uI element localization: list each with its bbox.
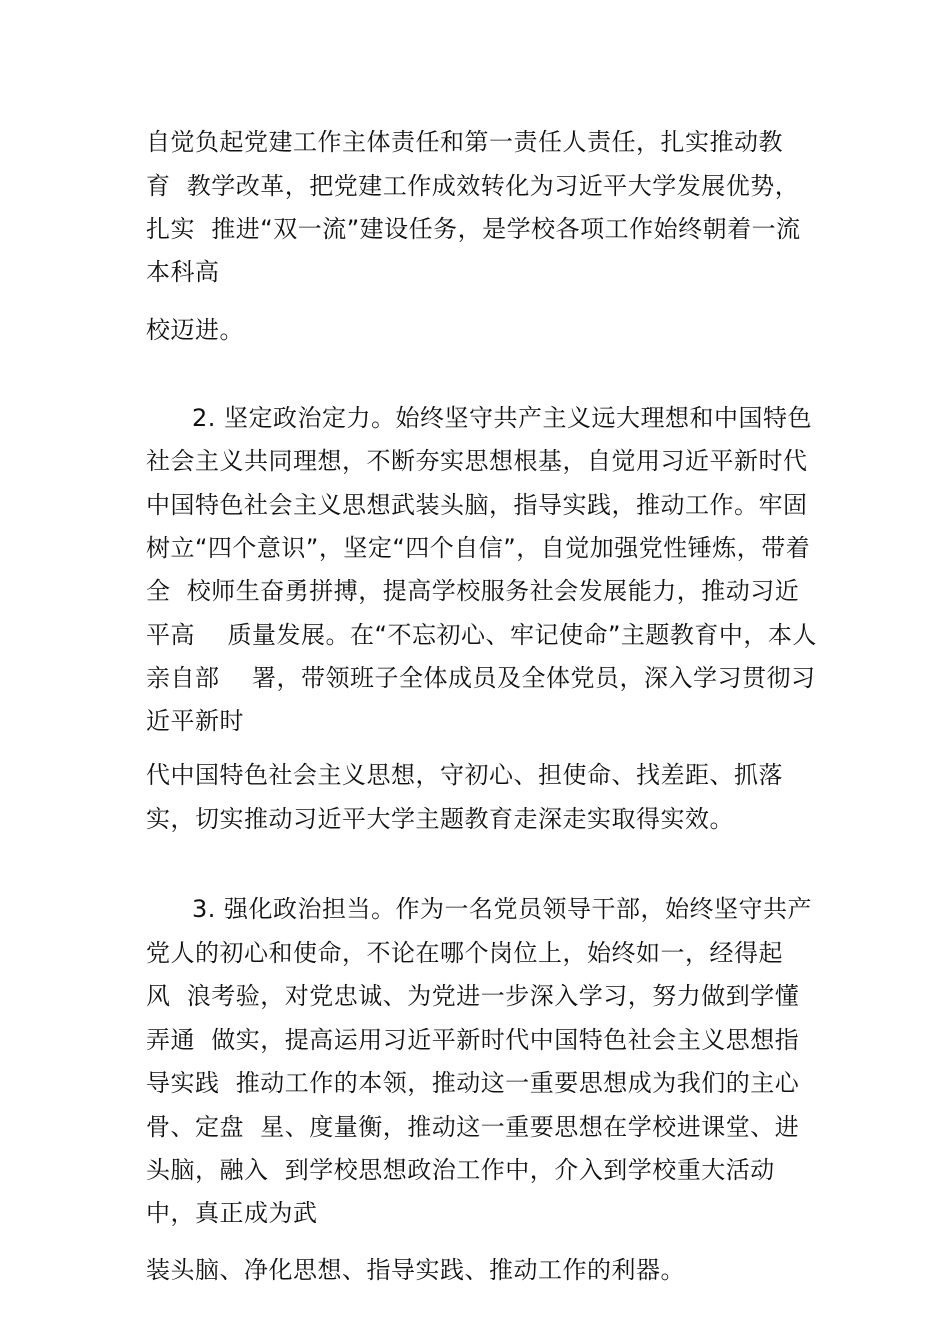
text-line: 社会主义共同理想，不断夯实思想根基，自觉用习近平新时代 bbox=[146, 447, 808, 475]
text-line: 平高 质量发展。在“不忘初心、牢记使命”主题教育中，本人 bbox=[146, 621, 817, 649]
text-line: 中国特色社会主义思想武装头脑，指导实践，推动工作。牢固 bbox=[146, 491, 808, 519]
section-heading-line: 3. 强化政治担当。作为一名党员领导干部，始终坚守共产 bbox=[192, 895, 813, 923]
text-line: 中，真正成为武 bbox=[146, 1199, 318, 1227]
text-line: 本科高 bbox=[146, 258, 220, 286]
text-line: 全 校师生奋勇拼搏，提高学校服务社会发展能力，推动习近 bbox=[146, 577, 800, 605]
text-line: 弄通 做实，提高运用习近平新时代中国特色社会主义思想指 bbox=[146, 1026, 800, 1054]
text-line: 实，切实推动习近平大学主题教育走深走实取得实效。 bbox=[146, 805, 734, 833]
text-line: 树立“四个意识”，坚定“四个自信”，自觉加强党性锤炼，带着 bbox=[146, 534, 811, 562]
text-line: 亲自部 署，带领班子全体成员及全体党员，深入学习贯彻习 bbox=[146, 664, 816, 692]
text-line: 头脑，融入 到学校思想政治工作中，介入到学校重大活动 bbox=[146, 1156, 775, 1184]
text-line: 近平新时 bbox=[146, 707, 244, 735]
section-heading-line: 2. 坚定政治定力。始终坚守共产主义远大理想和中国特色 bbox=[192, 404, 813, 432]
text-line: 风 浪考验，对党忠诚、为党进一步深入学习，努力做到学懂 bbox=[146, 982, 800, 1010]
text-line: 自觉负起党建工作主体责任和第一责任人责任，扎实推动教 bbox=[146, 128, 783, 156]
text-line: 党人的初心和使命，不论在哪个岗位上，始终如一，经得起 bbox=[146, 939, 783, 967]
text-line: 代中国特色社会主义思想，守初心、担使命、找差距、抓落 bbox=[146, 761, 783, 789]
text-line: 校迈进。 bbox=[146, 316, 244, 344]
text-line: 育 教学改革，把党建工作成效转化为习近平大学发展优势， bbox=[146, 172, 800, 200]
text-line: 导实践 推动工作的本领，推动这一重要思想成为我们的主心 bbox=[146, 1069, 800, 1097]
text-line: 扎实 推进“双一流”建设任务，是学校各项工作始终朝着一流 bbox=[146, 215, 801, 243]
text-line: 骨、定盘 星、度量衡，推动这一重要思想在学校进课堂、进 bbox=[146, 1113, 800, 1141]
text-line: 装头脑、净化思想、指导实践、推动工作的利器。 bbox=[146, 1256, 685, 1284]
